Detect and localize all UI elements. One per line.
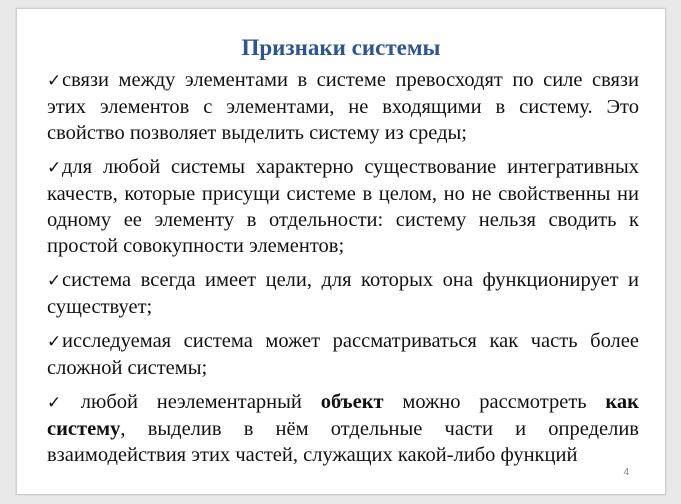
list-item-text: система всегда имеет цели, для которых она функционирует и существует; xyxy=(47,269,639,318)
checkmark-icon: ✓ xyxy=(47,271,62,291)
list-item xyxy=(47,67,639,146)
list-item-text: исследуемая система может рассматриваться как часть более сложной системы; xyxy=(47,330,639,379)
list-item-text: можно рассмотреть xyxy=(383,391,606,413)
list-item xyxy=(47,267,639,320)
bold-term-as-system: как систему xyxy=(47,391,639,440)
checkmark-icon: ✓ xyxy=(47,393,62,413)
list-item-text: связи между элементами в системе превосходят по силе связи этих элементов с элементами, не входящими в систему. Это свойство позволяет выделить систему из среды; xyxy=(47,69,639,144)
list-item xyxy=(47,154,639,259)
checkmark-icon: ✓ xyxy=(47,71,62,91)
checkmark-icon: ✓ xyxy=(47,158,62,178)
slide xyxy=(16,8,666,495)
list-item-text: любой неэлементарный xyxy=(62,391,321,413)
checkmark-icon: ✓ xyxy=(47,332,62,352)
list-item xyxy=(47,389,639,468)
slide-body xyxy=(47,67,639,476)
slide-title: Признаки системы xyxy=(241,35,441,60)
page-number: 4 xyxy=(623,467,629,478)
list-item-text: , выделив в нём отдельные части и определив взаимодействия этих частей, служащих какой-либо функций xyxy=(47,418,639,466)
bold-term-object: объект xyxy=(320,391,384,413)
list-item-text: для любой системы характерно существование интегративных качеств, которые присущи системе в целом, но не свойственны ни одному ее элементу в отдельности: систему нельзя сводить к простой совокупности элементов; xyxy=(47,156,639,257)
list-item xyxy=(47,328,639,381)
